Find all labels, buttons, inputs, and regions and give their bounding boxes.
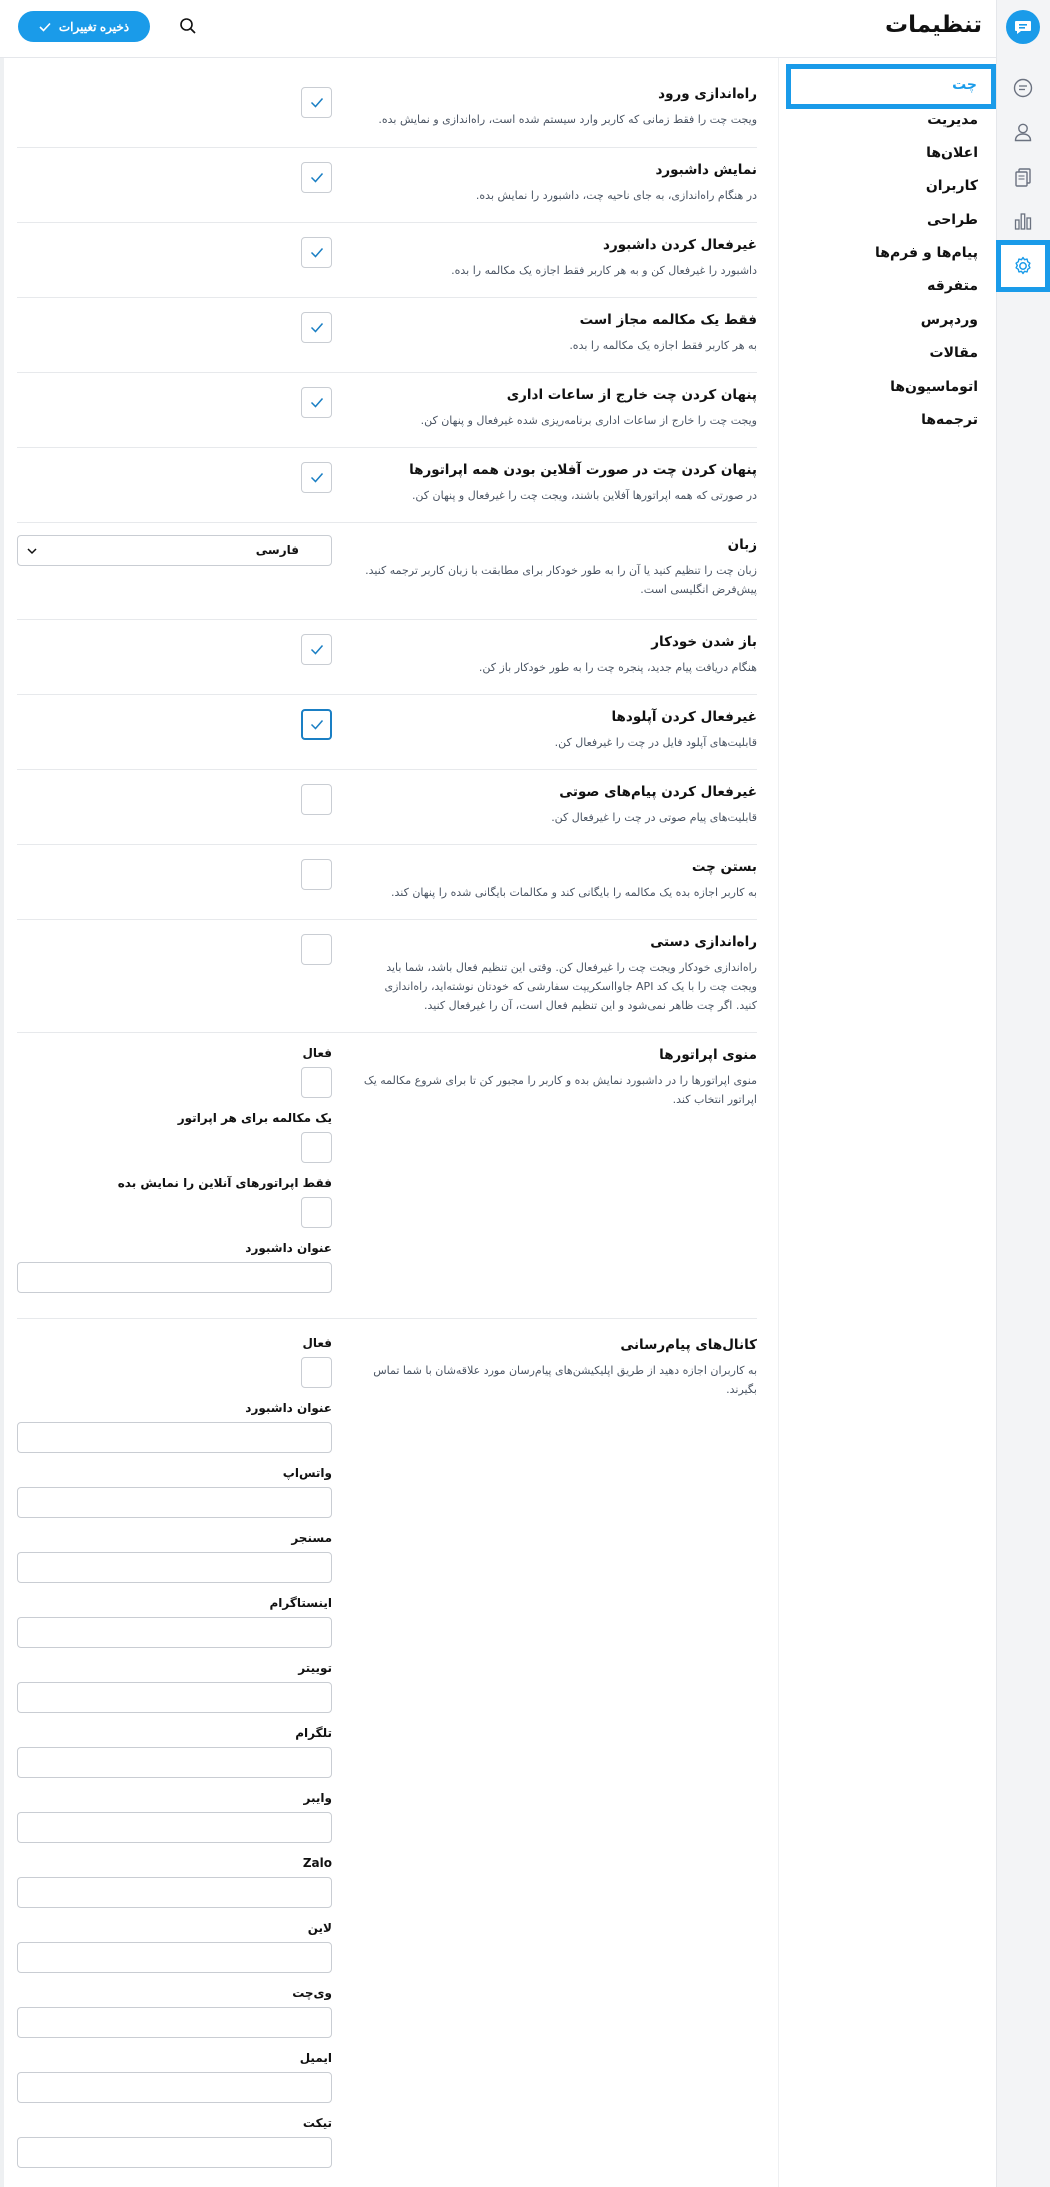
manual-init-checkbox[interactable] [301, 934, 332, 965]
setting-title: نمایش داشبورد [655, 162, 757, 178]
scroll-track [0, 58, 4, 2187]
setting-operators-menu [17, 1033, 757, 1319]
checkmark-icon [310, 397, 324, 408]
checkmark-icon [310, 172, 324, 183]
save-button-label: ذخیره تغییرات [58, 19, 130, 34]
settings-nav [778, 58, 996, 2187]
setting-description: قابلیت‌های آپلود فایل در چت را غیرفعال کن. [554, 736, 757, 749]
wechat-input[interactable] [17, 2007, 332, 2038]
setting-title: غیرفعال کردن پیام‌های صوتی [559, 784, 757, 800]
nav-item-messages-forms[interactable]: پیام‌ها و فرم‌ها [874, 245, 978, 261]
setting-title: راه‌اندازی دستی [650, 934, 757, 950]
nav-item-automations[interactable]: اتوماسیون‌ها [890, 379, 978, 395]
hide-office-hours-checkbox[interactable] [301, 387, 332, 418]
setting-description: قابلیت‌های پیام صوتی در چت را غیرفعال کن. [551, 811, 757, 824]
setting-disable-uploads [17, 695, 757, 770]
channel-label: اینستاگرام [269, 1596, 332, 1610]
channel-label: Zalo [302, 1856, 332, 1870]
channel-label: تلگرام [295, 1726, 332, 1740]
channel-label: تیکت [302, 2116, 332, 2130]
checkmark-icon [310, 322, 324, 333]
setting-close-chat [17, 845, 757, 920]
gear-icon[interactable] [1009, 252, 1037, 280]
nav-item-articles[interactable]: مقالات [929, 345, 978, 361]
search-icon[interactable] [176, 14, 200, 38]
setting-description: ویجت چت را فقط زمانی که کاربر وارد سیستم شده است، راه‌اندازی و نمایش بده. [378, 113, 757, 126]
channel-label: واتس‌اپ [282, 1466, 332, 1480]
setting-title: فقط یک مکالمه مجاز است [579, 312, 757, 328]
setting-title: بستن چت [691, 859, 757, 875]
nav-item-design[interactable]: طراحی [927, 212, 978, 228]
line-input[interactable] [17, 1942, 332, 1973]
channel-label: وایبر [303, 1791, 332, 1805]
email-input[interactable] [17, 2072, 332, 2103]
channel-label: توییتر [298, 1661, 332, 1675]
setting-description: به هر کاربر فقط اجازه یک مکالمه را بده. [569, 339, 757, 352]
language-select[interactable] [17, 535, 332, 566]
setting-disable-dashboard [17, 223, 757, 298]
setting-description: منوی اپراتورها را در داشبورد نمایش بده و کاربر را مجبور کن تا برای شروع مکالمه یک اپراتور انتخاب کند. [363, 1074, 757, 1106]
setting-auto-open [17, 620, 757, 695]
icon-rail [996, 0, 1050, 2187]
ticket-input[interactable] [17, 2137, 332, 2168]
channel-label: عنوان داشبورد [245, 1401, 332, 1415]
setting-description: در صورتی که همه اپراتورها آفلاین باشند، ویجت چت را غیرفعال و پنهان کن. [411, 489, 757, 502]
whatsapp-input[interactable] [17, 1487, 332, 1518]
nav-item-misc[interactable]: متفرقه [927, 278, 978, 294]
setting-title: غیرفعال کردن داشبورد [603, 237, 757, 253]
online-only-checkbox[interactable] [301, 1197, 332, 1228]
auto-open-checkbox[interactable] [301, 634, 332, 665]
page-title: تنظیمات [885, 12, 982, 38]
setting-description: به کاربر اجازه بده یک مکالمه را بایگانی کند و مکالمات بایگانی شده را پنهان کند. [391, 886, 757, 899]
channel-label: مسنجر [291, 1531, 332, 1545]
hide-operators-offline-checkbox[interactable] [301, 462, 332, 493]
instagram-input[interactable] [17, 1617, 332, 1648]
nav-item-users[interactable]: کاربران [925, 178, 978, 194]
close-chat-checkbox[interactable] [301, 859, 332, 890]
checkmark-icon [310, 97, 324, 108]
single-conversation-checkbox[interactable] [301, 312, 332, 343]
messenger-input[interactable] [17, 1552, 332, 1583]
setting-manual-init [17, 920, 757, 1033]
nav-item-notifications[interactable]: اعلان‌ها [926, 145, 978, 161]
channel-dashboard-title-input[interactable] [17, 1422, 332, 1453]
one-per-operator-checkbox[interactable] [301, 1132, 332, 1163]
nav-item-translations[interactable]: ترجمه‌ها [921, 412, 978, 428]
twitter-input[interactable] [17, 1682, 332, 1713]
login-checkbox[interactable] [301, 87, 332, 118]
setting-disable-voice [17, 770, 757, 845]
setting-description: زبان چت را تنظیم کنید یا آن را به طور خودکار برای مطابقت با زبان کاربر ترجمه کنید. پیش‌فرض انگلیسی است. [365, 564, 757, 596]
save-button[interactable] [18, 11, 150, 42]
setting-title: کانال‌های پیام‌رسانی [620, 1337, 757, 1353]
operators-menu-active-label: فعال [302, 1046, 332, 1060]
nav-item-label: چت [952, 77, 977, 93]
settings-content [0, 58, 778, 2187]
setting-description: هنگام دریافت پیام جدید، پنجره چت را به طور خودکار باز کن. [478, 661, 757, 674]
setting-hide-operators-offline [17, 448, 757, 523]
channel-label: وی‌چت [292, 1986, 332, 2000]
telegram-input[interactable] [17, 1747, 332, 1778]
setting-title: راه‌اندازی ورود [658, 86, 757, 102]
chat-bubble-icon[interactable] [1009, 74, 1037, 102]
online-only-label: فقط اپراتورهای آنلاین را نمایش بده [117, 1176, 332, 1190]
top-bar [0, 0, 996, 58]
channel-label: لاین [307, 1921, 332, 1935]
checkmark-icon [310, 472, 324, 483]
setting-title: غیرفعال کردن آپلودها [611, 709, 757, 725]
operators-menu-active-checkbox[interactable] [301, 1067, 332, 1098]
checkmark-icon [39, 22, 51, 32]
language-select-value: فارسی [255, 543, 299, 557]
viber-input[interactable] [17, 1812, 332, 1843]
channels-active-checkbox[interactable] [301, 1357, 332, 1388]
user-icon[interactable] [1009, 118, 1037, 146]
logo-chat-icon[interactable] [1006, 10, 1040, 44]
setting-description: راه‌اندازی خودکار ویجت چت را غیرفعال کن. وقتی این تنظیم فعال باشد، شما باید ویجت چت را با یک کد API جاوااسکریپت سفارشی که خودتان نوشته‌اید، راه‌اندازی کنید. اگر چت ظاهر نمی‌شود و این تنظیم فعال است، آن را غیرفعال کنید. [384, 961, 757, 1012]
channel-label: ایمیل [299, 2051, 332, 2065]
chevron-down-icon [26, 545, 38, 557]
setting-messaging-channels [17, 1319, 757, 2187]
setting-language [17, 523, 757, 620]
setting-hide-office-hours [17, 373, 757, 448]
nav-item-wordpress[interactable]: وردپرس [920, 312, 978, 328]
disable-voice-checkbox[interactable] [301, 784, 332, 815]
setting-description: در هنگام راه‌اندازی، به جای ناحیه چت، داشبورد را نمایش بده. [475, 189, 757, 202]
disable-dashboard-checkbox[interactable] [301, 237, 332, 268]
one-per-operator-label: یک مکالمه برای هر اپراتور [177, 1111, 332, 1125]
documents-icon[interactable] [1009, 163, 1037, 191]
setting-title: پنهان کردن چت خارج از ساعات اداری [506, 387, 757, 403]
operators-dashboard-title-label: عنوان داشبورد [245, 1241, 332, 1255]
checkmark-icon [310, 719, 324, 730]
setting-title: منوی اپراتورها [659, 1047, 757, 1063]
setting-title: پنهان کردن چت در صورت آفلاین بودن همه اپراتورها [409, 462, 757, 478]
setting-show-dashboard [17, 148, 757, 223]
setting-title: زبان [727, 537, 757, 553]
operators-dashboard-title-input[interactable] [17, 1262, 332, 1293]
setting-description: داشبورد را غیرفعال کن و به هر کاربر فقط اجازه یک مکالمه را بده. [451, 264, 757, 277]
setting-description: ویجت چت را خارج از ساعات اداری برنامه‌ریزی شده غیرفعال و پنهان کن. [420, 414, 757, 427]
setting-title: باز شدن خودکار [651, 634, 757, 650]
channels-active-label: فعال [302, 1336, 332, 1350]
setting-single-conversation [17, 298, 757, 373]
setting-description: به کاربران اجازه دهید از طریق اپلیکیشن‌های پیام‌رسان مورد علاقه‌شان با شما تماس بگیرند. [373, 1364, 757, 1396]
checkmark-icon [310, 644, 324, 655]
bar-chart-icon[interactable] [1009, 207, 1037, 235]
disable-uploads-checkbox[interactable] [301, 709, 332, 740]
zalo-input[interactable] [17, 1877, 332, 1908]
nav-item-admin[interactable]: مدیریت [927, 112, 978, 128]
nav-item-chat[interactable] [786, 64, 996, 109]
show-dashboard-checkbox[interactable] [301, 162, 332, 193]
setting-login [17, 58, 757, 148]
checkmark-icon [310, 247, 324, 258]
